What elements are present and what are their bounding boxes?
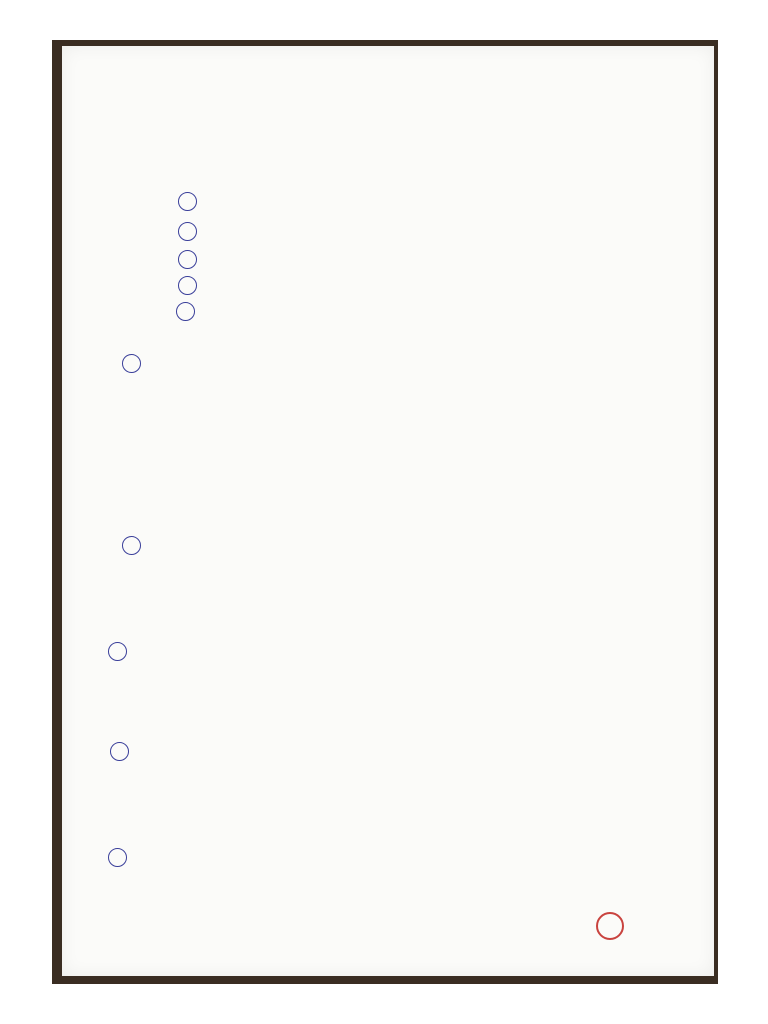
outline-number-1 xyxy=(178,192,197,211)
section-4-number xyxy=(110,742,129,761)
outline-number-5 xyxy=(176,302,195,321)
outline-number-2 xyxy=(178,222,197,241)
outline-number-4 xyxy=(178,276,197,295)
section-2-number xyxy=(122,536,141,555)
section-5-number xyxy=(108,848,127,867)
section-1-number xyxy=(122,354,141,373)
notebook-page xyxy=(62,46,714,976)
kaghaz-logo xyxy=(596,910,696,944)
section-3-number xyxy=(108,642,127,661)
kaghaz-logo-icon xyxy=(596,912,624,940)
outline-number-3 xyxy=(178,250,197,269)
